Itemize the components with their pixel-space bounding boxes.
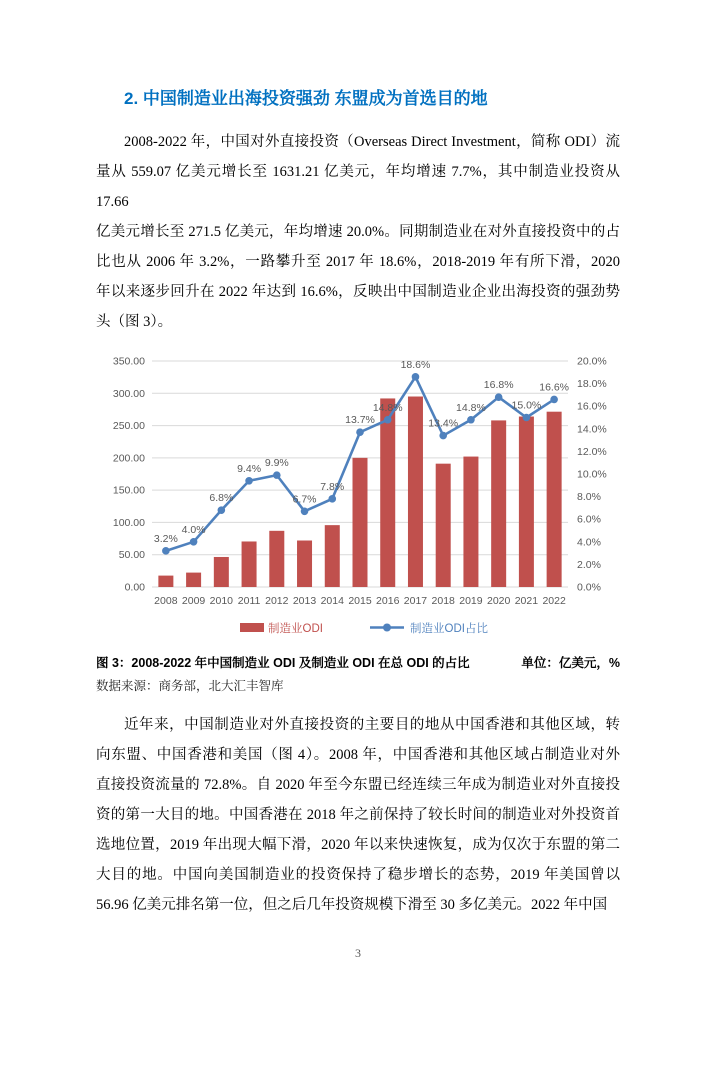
page-number: 3 (355, 946, 361, 960)
line-data-label: 16.8% (483, 379, 514, 392)
x-axis-year: 2016 (376, 595, 400, 607)
left-axis-tick: 300.00 (112, 387, 145, 400)
paragraph-line: 近年来，中国制造业对外直接投资的主要目的地从中国香港和其他区域，转 (124, 717, 620, 733)
x-axis-year: 2011 (237, 595, 261, 607)
bar-2008 (158, 576, 173, 587)
line-data-label: 6.7% (292, 493, 317, 506)
left-axis-tick: 50.00 (118, 549, 145, 562)
legend-line-label: 制造业ODI占比 (410, 623, 488, 635)
marker-2009 (190, 538, 198, 546)
marker-2011 (245, 477, 253, 485)
legend-bar-swatch (240, 623, 264, 632)
document-page (0, 87, 710, 961)
line-data-label: 4.0% (181, 523, 206, 536)
x-axis-year: 2009 (181, 595, 206, 607)
left-axis-tick: 0.00 (124, 581, 145, 594)
x-axis-year: 2021 (514, 595, 539, 607)
marker-2015 (356, 428, 364, 436)
marker-2018 (439, 432, 447, 440)
marker-2010 (218, 506, 226, 514)
figure-source: 数据来源：商务部，北大汇丰智库 (96, 679, 284, 693)
right-axis-tick: 14.0% (577, 423, 607, 436)
bar-2009 (186, 573, 201, 587)
marker-2019 (467, 416, 475, 424)
right-axis-tick: 0.0% (577, 581, 601, 594)
marker-2021 (523, 414, 531, 422)
legend-bar-label: 制造业ODI (268, 623, 323, 635)
bar-2013 (297, 541, 312, 587)
bar-2019 (463, 457, 478, 587)
marker-2008 (162, 547, 170, 555)
paragraph-line: 直接投资流量的 72.8%。自 2020 年至今东盟已经连续三年成为制造业对外直接投 (96, 777, 620, 793)
right-axis-tick: 6.0% (577, 513, 601, 526)
paragraph-line: 头（图 3）。 (96, 314, 173, 330)
legend-line-marker (383, 624, 391, 632)
line-data-label: 16.6% (539, 381, 570, 394)
paragraph-line: 年以来逐步回升在 2022 年达到 16.6%，反映出中国制造业企业出海投资的强劲势 (96, 284, 620, 300)
left-axis-tick: 200.00 (112, 452, 145, 465)
line-data-label: 14.8% (372, 401, 403, 414)
x-axis-year: 2010 (209, 595, 234, 607)
right-axis-tick: 12.0% (577, 445, 607, 458)
odi-combo-chart (106, 347, 626, 643)
line-data-label: 7.8% (320, 480, 345, 493)
right-axis-tick: 10.0% (577, 468, 607, 481)
x-axis-year: 2019 (459, 595, 483, 607)
bar-2022 (547, 412, 562, 587)
bar-2018 (436, 464, 451, 587)
line-data-label: 9.4% (237, 462, 262, 475)
marker-2022 (550, 396, 558, 404)
paragraph-line: 向东盟、中国香港和美国（图 4）。2008 年，中国香港和其他区域占制造业对外 (96, 747, 620, 763)
right-axis-tick: 16.0% (577, 400, 607, 413)
marker-2014 (328, 495, 336, 503)
right-axis-tick: 4.0% (577, 536, 601, 549)
line-data-label: 18.6% (400, 358, 431, 371)
x-axis-year: 2018 (431, 595, 455, 607)
figure-caption-row (96, 653, 620, 671)
x-axis-year: 2014 (320, 595, 344, 607)
bar-2015 (353, 458, 368, 587)
line-data-label: 9.9% (264, 457, 289, 470)
right-axis-tick: 2.0% (577, 558, 601, 571)
x-axis-year: 2008 (154, 595, 178, 607)
figure-caption: 图 3：2008-2022 年中国制造业 ODI 及制造业 ODI 在总 ODI 的占比 (96, 656, 470, 670)
left-axis-tick: 250.00 (112, 420, 145, 433)
line-data-label: 13.4% (428, 417, 459, 430)
x-axis-year: 2020 (486, 595, 511, 607)
figure-unit: 单位：亿美元，% (521, 656, 620, 670)
x-axis-year: 2013 (292, 595, 317, 607)
section-heading: 2. 中国制造业出海投资强劲 东盟成为首选目的地 (124, 89, 488, 108)
marker-2016 (384, 416, 392, 424)
bar-2016 (380, 398, 395, 587)
bar-2020 (491, 420, 506, 587)
left-axis-tick: 100.00 (112, 516, 145, 529)
right-axis-tick: 20.0% (577, 355, 607, 368)
right-axis-tick: 18.0% (577, 378, 607, 391)
figure-3-chart-area (106, 347, 630, 643)
x-axis-year: 2012 (265, 595, 289, 607)
paragraph-line: 量从 559.07 亿美元增长至 1631.21 亿美元，年均增速 7.7%，其中制造业投资从 17.66 (96, 164, 620, 210)
bar-2021 (519, 417, 534, 587)
paragraph-odi-growth (96, 127, 620, 337)
line-data-label: 3.2% (153, 532, 178, 545)
left-axis-tick: 150.00 (112, 484, 145, 497)
paragraph-line: 选地位置，2019 年出现大幅下滑，2020 年以来快速恢复，成为仅次于东盟的第二 (96, 837, 620, 853)
x-axis-year: 2022 (542, 595, 566, 607)
bar-2014 (325, 525, 340, 587)
marker-2020 (495, 393, 503, 401)
x-axis-year: 2015 (348, 595, 372, 607)
paragraph-line: 资的第一大目的地。中国香港在 2018 年之前保持了较长时间的制造业对外投资首 (96, 807, 620, 823)
bar-2011 (242, 541, 257, 587)
paragraph-line: 亿美元增长至 271.5 亿美元，年均增速 20.0%。同期制造业在对外直接投资中的占 (96, 224, 620, 240)
paragraph-line: 56.96 亿美元排名第一位，但之后几年投资规模下滑至 30 多亿美元。2022 年中国 (96, 897, 608, 913)
x-axis-year: 2017 (403, 595, 428, 607)
paragraph-line: 比也从 2006 年 3.2%，一路攀升至 2017 年 18.6%，2018-2019 年有所下滑，2020 (96, 254, 620, 270)
paragraph-line: 2008-2022 年，中国对外直接投资（Overseas Direct Investment，简称 ODI）流 (124, 134, 620, 150)
left-axis-tick: 350.00 (112, 355, 145, 368)
marker-2017 (412, 373, 420, 381)
right-axis-tick: 8.0% (577, 491, 601, 504)
line-data-label: 6.8% (209, 492, 234, 505)
bar-2010 (214, 557, 229, 587)
line-data-label: 15.0% (511, 399, 542, 412)
paragraph-destinations (96, 710, 620, 920)
marker-2013 (301, 507, 309, 515)
line-data-label: 14.8% (456, 401, 486, 414)
marker-2012 (273, 471, 281, 479)
paragraph-line: 大目的地。中国向美国制造业的投资保持了稳步增长的态势，2019 年美国曾以 (96, 867, 620, 883)
line-data-label: 13.7% (345, 414, 375, 427)
bar-2017 (408, 397, 423, 587)
bar-2012 (269, 531, 284, 587)
